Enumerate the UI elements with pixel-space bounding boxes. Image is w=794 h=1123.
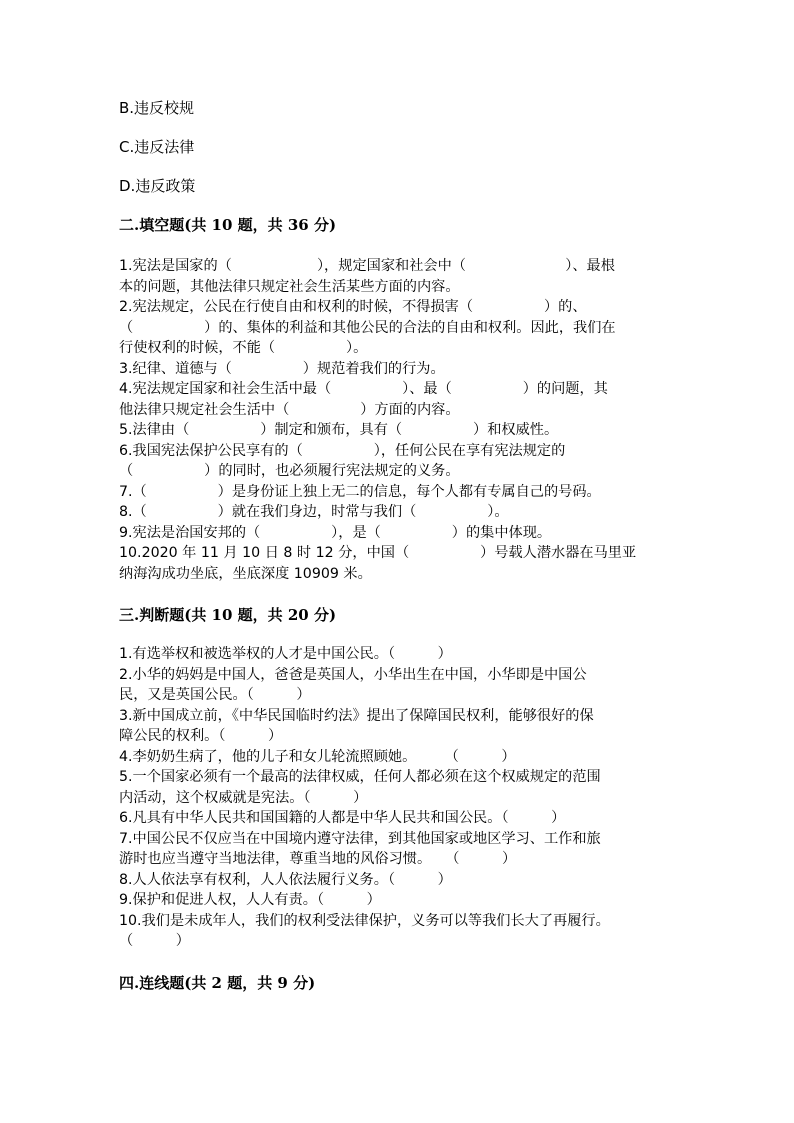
section-3-heading: 三.判断题(共 10 题，共 20 分) xyxy=(119,606,337,624)
text-line: 本的问题，其他法律只规定社会生活某些方面的内容。 xyxy=(119,278,460,295)
text-line: 行使权利的时候，不能（ ）。 xyxy=(119,340,368,356)
section-2-heading: 二.填空题(共 10 题，共 36 分) xyxy=(119,216,337,234)
section-3-body xyxy=(119,644,679,952)
text-line: （ ） xyxy=(119,933,190,949)
text-line: 10.我们是未成年人，我们的权利受法律保护，义务可以等我们长大了再履行。 xyxy=(119,912,610,929)
section-4-heading: 四.连线题(共 2 题，共 9 分) xyxy=(119,974,316,992)
text-line: 2.小华的妈妈是中国人，爸爸是英国人，小华出生在中国，小华即是中国公 xyxy=(119,666,587,683)
text-line: （ ）的、集体的利益和其他公民的合法的自由和权利。因此，我们在 xyxy=(119,319,616,336)
text-line: 纳海沟成功坐底，坐底深度 10909 米。 xyxy=(119,565,372,582)
text-line: 10.2020 年 11 月 10 日 8 时 12 分，中国（ ）号载人潜水器在马里亚 xyxy=(119,545,637,561)
option-c: C.违反法律 xyxy=(119,138,195,156)
text-line: 9.保护和促进人权，人人有责。（ ） xyxy=(119,892,381,908)
text-line: 2.宪法规定，公民在行使自由和权利的时候，不得损害（ ）的、 xyxy=(119,299,587,315)
text-line: 8.（ ）就在我们身边，时常与我们（ ）。 xyxy=(119,504,509,520)
text-line: 9.宪法是治国安邦的（ ），是（ ）的集中体现。 xyxy=(119,524,552,541)
text-line: 6.凡具有中华人民共和国国籍的人都是中华人民共和国公民。（ ） xyxy=(119,810,566,826)
section-2-body xyxy=(119,256,679,584)
text-line: 5.法律由（ ）制定和颁布，具有（ ）和权威性。 xyxy=(119,422,559,438)
text-line: 7.中国公民不仅应当在中国境内遵守法律，到其他国家或地区学习、工作和旅 xyxy=(119,830,601,847)
text-line: 游时也应当遵守当地法律，尊重当地的风俗习惯。 （ ） xyxy=(119,851,517,867)
text-line: 障公民的权利。（ ） xyxy=(119,728,283,744)
text-line: 3.纪律、道德与（ ）规范着我们的行为。 xyxy=(119,360,445,377)
text-line: 1.宪法是国家的（ ），规定国家和社会中（ ）、最根 xyxy=(119,258,615,274)
text-line: 3.新中国成立前，《中华民国临时约法》提出了保障国民权利，能够很好的保 xyxy=(119,707,594,724)
text-line: 4.李奶奶生病了，他的儿子和女儿轮流照顾她。 （ ） xyxy=(119,748,516,765)
option-b: B.违反校规 xyxy=(119,99,195,117)
text-line: 5.一个国家必须有一个最高的法律权威，任何人都必须在这个权威规定的范围 xyxy=(119,769,601,785)
text-line: 6.我国宪法保护公民享有的（ ），任何公民在享有宪法规定的 xyxy=(119,442,566,459)
text-line: 他法律只规定社会生活中（ ）方面的内容。 xyxy=(119,401,460,418)
text-line: 7.（ ）是身份证上独上无二的信息，每个人都有专属自己的号码。 xyxy=(119,483,601,500)
text-line: 1.有选举权和被选举权的人才是中国公民。（ ） xyxy=(119,646,452,662)
text-line: 8.人人依法享有权利，人人依法履行义务。（ ） xyxy=(119,871,452,888)
text-line: （ ）的同时，也必须履行宪法规定的义务。 xyxy=(119,463,460,479)
text-line: 内活动，这个权威就是宪法。（ ） xyxy=(119,789,368,806)
option-d: D.违反政策 xyxy=(119,177,196,195)
text-line: 民，又是英国公民。（ ） xyxy=(119,687,311,703)
text-line: 4.宪法规定国家和社会生活中最（ ）、最（ ）的问题，其 xyxy=(119,381,608,397)
